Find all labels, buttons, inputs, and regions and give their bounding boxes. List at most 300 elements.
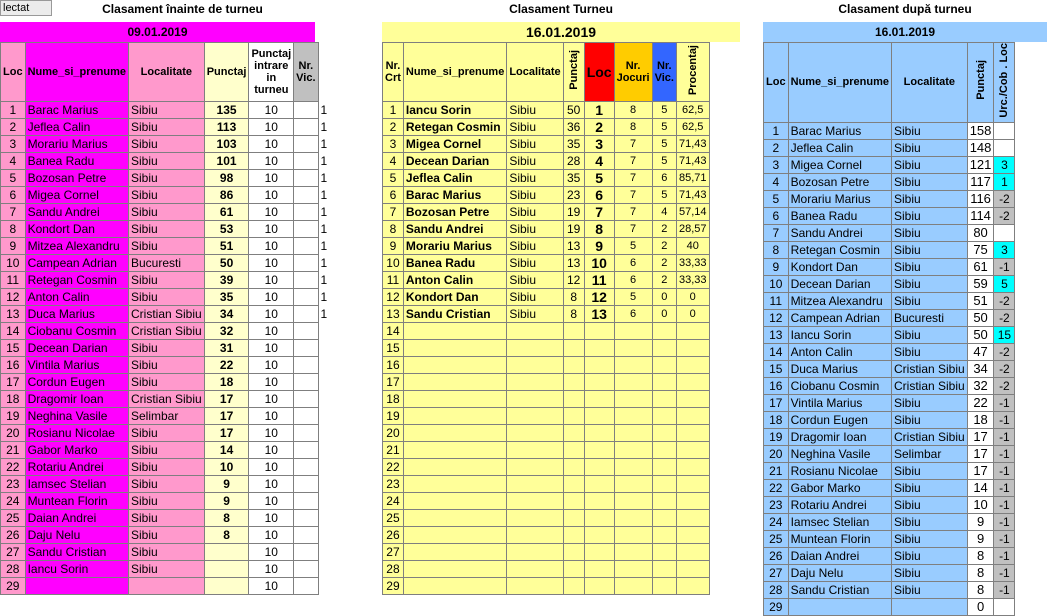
cell-change[interactable]: 3 bbox=[994, 241, 1015, 258]
cell-name[interactable] bbox=[403, 425, 506, 442]
cell-points[interactable] bbox=[563, 357, 584, 374]
cell-name[interactable]: Iancu Sorin bbox=[788, 326, 891, 343]
cell-change[interactable]: -1 bbox=[994, 581, 1015, 598]
cell-games[interactable]: 8 bbox=[614, 119, 652, 136]
cell-wins[interactable]: 6 bbox=[652, 170, 676, 187]
cell-entry[interactable]: 10 bbox=[249, 170, 294, 187]
cell-loc[interactable] bbox=[584, 374, 614, 391]
cell-town[interactable]: Sibiu bbox=[129, 136, 205, 153]
cell-points[interactable]: 114 bbox=[967, 207, 994, 224]
cell-town[interactable]: Sibiu bbox=[129, 170, 205, 187]
cell-pct[interactable]: 71,43 bbox=[676, 187, 709, 204]
cell-points[interactable]: 10 bbox=[204, 459, 249, 476]
cell-wins[interactable] bbox=[294, 187, 318, 204]
cell-points[interactable] bbox=[563, 340, 584, 357]
cell-name[interactable]: Anton Calin bbox=[403, 272, 506, 289]
cell-nr[interactable]: 19 bbox=[383, 408, 404, 425]
cell-pct[interactable] bbox=[676, 442, 709, 459]
cell-games[interactable]: 5 bbox=[614, 238, 652, 255]
cell-points[interactable] bbox=[563, 323, 584, 340]
cell-name[interactable]: Barac Marius bbox=[403, 187, 506, 204]
cell-pct[interactable]: 28,57 bbox=[676, 221, 709, 238]
cell-loc[interactable]: 25 bbox=[764, 530, 789, 547]
cell-change[interactable]: -1 bbox=[994, 462, 1015, 479]
cell-name[interactable]: Barac Marius bbox=[788, 122, 891, 139]
cell-change[interactable]: -2 bbox=[994, 190, 1015, 207]
cell-points[interactable]: 9 bbox=[204, 476, 249, 493]
cell-entry[interactable]: 10 bbox=[249, 476, 294, 493]
cell-change[interactable] bbox=[994, 598, 1015, 615]
cell-loc[interactable] bbox=[584, 578, 614, 595]
cell-entry[interactable]: 10 bbox=[249, 289, 294, 306]
cell-town[interactable]: Sibiu bbox=[129, 357, 205, 374]
cell-loc[interactable]: 1 bbox=[584, 102, 614, 119]
cell-loc[interactable]: 26 bbox=[764, 547, 789, 564]
cell-name[interactable]: Sandu Cristian bbox=[25, 544, 128, 561]
cell-town[interactable]: Cristian Sibiu bbox=[892, 360, 968, 377]
cell-town[interactable] bbox=[507, 374, 563, 391]
cell-loc[interactable]: 15 bbox=[764, 360, 789, 377]
cell-wins[interactable] bbox=[652, 323, 676, 340]
cell-wins[interactable] bbox=[294, 561, 318, 578]
cell-mark[interactable]: 1 bbox=[320, 171, 328, 185]
cell-mark[interactable]: 1 bbox=[320, 154, 328, 168]
cell-wins[interactable] bbox=[294, 238, 318, 255]
cell-mark[interactable] bbox=[318, 323, 330, 340]
cell-nr[interactable]: 3 bbox=[383, 136, 404, 153]
cell-entry[interactable]: 10 bbox=[249, 272, 294, 289]
cell-nr[interactable]: 18 bbox=[383, 391, 404, 408]
cell-loc[interactable]: 10 bbox=[1, 255, 26, 272]
cell-change[interactable]: 15 bbox=[994, 326, 1015, 343]
cell-name[interactable]: Kondort Dan bbox=[403, 289, 506, 306]
cell-pct[interactable]: 71,43 bbox=[676, 136, 709, 153]
cell-games[interactable] bbox=[614, 323, 652, 340]
cell-name[interactable]: Duca Marius bbox=[25, 306, 128, 323]
cell-name[interactable] bbox=[403, 391, 506, 408]
cell-town[interactable] bbox=[507, 323, 563, 340]
cell-wins[interactable] bbox=[294, 442, 318, 459]
cell-name[interactable] bbox=[25, 578, 128, 595]
cell-pct[interactable] bbox=[676, 357, 709, 374]
cell-wins[interactable] bbox=[652, 340, 676, 357]
cell-mark[interactable] bbox=[318, 459, 330, 476]
cell-town[interactable]: Bucuresti bbox=[129, 255, 205, 272]
cell-games[interactable] bbox=[614, 561, 652, 578]
cell-loc[interactable]: 11 bbox=[584, 272, 614, 289]
cell-name[interactable] bbox=[788, 598, 891, 615]
cell-points[interactable]: 18 bbox=[967, 411, 994, 428]
cell-change[interactable]: -1 bbox=[994, 513, 1015, 530]
cell-points[interactable]: 17 bbox=[204, 408, 249, 425]
cell-loc[interactable]: 7 bbox=[1, 204, 26, 221]
cell-change[interactable]: -1 bbox=[994, 530, 1015, 547]
cell-points[interactable]: 39 bbox=[204, 272, 249, 289]
cell-points[interactable]: 17 bbox=[967, 462, 994, 479]
cell-loc[interactable] bbox=[584, 510, 614, 527]
cell-loc[interactable]: 2 bbox=[764, 139, 789, 156]
cell-loc[interactable]: 23 bbox=[764, 496, 789, 513]
cell-pct[interactable]: 33,33 bbox=[676, 255, 709, 272]
cell-name[interactable]: Iamsec Stelian bbox=[25, 476, 128, 493]
cell-change[interactable] bbox=[994, 122, 1015, 139]
cell-name[interactable]: Gabor Marko bbox=[25, 442, 128, 459]
cell-mark[interactable] bbox=[318, 425, 330, 442]
cell-town[interactable]: Sibiu bbox=[892, 190, 968, 207]
cell-wins[interactable] bbox=[652, 527, 676, 544]
cell-points[interactable] bbox=[563, 391, 584, 408]
cell-loc[interactable]: 9 bbox=[764, 258, 789, 275]
cell-loc[interactable]: 23 bbox=[1, 476, 26, 493]
cell-wins[interactable] bbox=[294, 221, 318, 238]
cell-points[interactable]: 61 bbox=[967, 258, 994, 275]
cell-games[interactable] bbox=[614, 391, 652, 408]
cell-points[interactable]: 22 bbox=[204, 357, 249, 374]
cell-loc[interactable]: 29 bbox=[1, 578, 26, 595]
cell-loc[interactable]: 1 bbox=[764, 122, 789, 139]
cell-loc[interactable]: 7 bbox=[584, 204, 614, 221]
cell-nr[interactable]: 12 bbox=[383, 289, 404, 306]
cell-wins[interactable]: 5 bbox=[652, 153, 676, 170]
cell-loc[interactable] bbox=[584, 527, 614, 544]
cell-name[interactable]: Muntean Florin bbox=[25, 493, 128, 510]
cell-mark[interactable] bbox=[318, 391, 330, 408]
cell-town[interactable]: Sibiu bbox=[892, 496, 968, 513]
cell-games[interactable] bbox=[614, 442, 652, 459]
cell-points[interactable] bbox=[563, 442, 584, 459]
cell-points[interactable] bbox=[563, 374, 584, 391]
cell-name[interactable]: Morariu Marius bbox=[403, 238, 506, 255]
cell-town[interactable]: Sibiu bbox=[892, 547, 968, 564]
cell-points[interactable]: 10 bbox=[967, 496, 994, 513]
cell-name[interactable]: Retegan Cosmin bbox=[25, 272, 128, 289]
cell-town[interactable]: Sibiu bbox=[507, 306, 563, 323]
cell-games[interactable] bbox=[614, 578, 652, 595]
cell-town[interactable]: Cristian Sibiu bbox=[129, 323, 205, 340]
cell-mark[interactable]: 1 bbox=[320, 222, 328, 236]
cell-town[interactable]: Sibiu bbox=[129, 289, 205, 306]
cell-pct[interactable]: 85,71 bbox=[676, 170, 709, 187]
cell-wins[interactable]: 5 bbox=[652, 136, 676, 153]
cell-name[interactable]: Dragomir Ioan bbox=[788, 428, 891, 445]
cell-town[interactable]: Sibiu bbox=[507, 102, 563, 119]
cell-loc[interactable]: 20 bbox=[764, 445, 789, 462]
cell-loc[interactable]: 5 bbox=[584, 170, 614, 187]
cell-loc[interactable]: 21 bbox=[764, 462, 789, 479]
cell-loc[interactable]: 13 bbox=[764, 326, 789, 343]
cell-town[interactable]: Sibiu bbox=[507, 221, 563, 238]
cell-points[interactable]: 17 bbox=[967, 428, 994, 445]
cell-nr[interactable]: 21 bbox=[383, 442, 404, 459]
cell-points[interactable]: 32 bbox=[204, 323, 249, 340]
cell-loc[interactable]: 11 bbox=[764, 292, 789, 309]
cell-name[interactable]: Vintila Marius bbox=[25, 357, 128, 374]
cell-points[interactable]: 101 bbox=[204, 153, 249, 170]
cell-town[interactable]: Sibiu bbox=[129, 221, 205, 238]
cell-loc[interactable]: 19 bbox=[1, 408, 26, 425]
cell-entry[interactable]: 10 bbox=[249, 204, 294, 221]
cell-mark[interactable] bbox=[318, 578, 330, 595]
cell-loc[interactable] bbox=[584, 408, 614, 425]
cell-town[interactable]: Cristian Sibiu bbox=[129, 306, 205, 323]
cell-loc[interactable]: 8 bbox=[1, 221, 26, 238]
cell-loc[interactable] bbox=[584, 493, 614, 510]
cell-name[interactable]: Cordun Eugen bbox=[788, 411, 891, 428]
cell-name[interactable] bbox=[403, 442, 506, 459]
cell-nr[interactable]: 25 bbox=[383, 510, 404, 527]
cell-loc[interactable] bbox=[584, 425, 614, 442]
cell-loc[interactable]: 10 bbox=[764, 275, 789, 292]
cell-change[interactable]: 1 bbox=[994, 173, 1015, 190]
cell-change[interactable]: -2 bbox=[994, 292, 1015, 309]
cell-pct[interactable] bbox=[676, 527, 709, 544]
cell-points[interactable] bbox=[563, 493, 584, 510]
cell-nr[interactable]: 13 bbox=[383, 306, 404, 323]
cell-name[interactable]: Morariu Marius bbox=[788, 190, 891, 207]
cell-points[interactable]: 8 bbox=[204, 510, 249, 527]
cell-loc[interactable]: 4 bbox=[1, 153, 26, 170]
cell-loc[interactable]: 6 bbox=[764, 207, 789, 224]
cell-points[interactable]: 47 bbox=[967, 343, 994, 360]
cell-loc[interactable]: 22 bbox=[1, 459, 26, 476]
cell-name[interactable]: Iamsec Stelian bbox=[788, 513, 891, 530]
cell-nr[interactable]: 6 bbox=[383, 187, 404, 204]
cell-town[interactable]: Sibiu bbox=[129, 493, 205, 510]
cell-wins[interactable] bbox=[652, 578, 676, 595]
cell-name[interactable]: Decean Darian bbox=[25, 340, 128, 357]
cell-nr[interactable]: 27 bbox=[383, 544, 404, 561]
cell-town[interactable]: Sibiu bbox=[129, 102, 205, 119]
cell-loc[interactable]: 12 bbox=[584, 289, 614, 306]
cell-mark[interactable] bbox=[318, 408, 330, 425]
cell-town[interactable]: Sibiu bbox=[892, 241, 968, 258]
cell-points[interactable]: 53 bbox=[204, 221, 249, 238]
cell-games[interactable] bbox=[614, 374, 652, 391]
cell-points[interactable]: 50 bbox=[204, 255, 249, 272]
cell-town[interactable] bbox=[507, 442, 563, 459]
cell-points[interactable] bbox=[563, 408, 584, 425]
cell-loc[interactable]: 1 bbox=[1, 102, 26, 119]
cell-loc[interactable] bbox=[584, 357, 614, 374]
cell-loc[interactable] bbox=[584, 442, 614, 459]
cell-points[interactable]: 19 bbox=[563, 204, 584, 221]
cell-games[interactable]: 7 bbox=[614, 204, 652, 221]
cell-nr[interactable]: 22 bbox=[383, 459, 404, 476]
cell-town[interactable]: Sibiu bbox=[892, 122, 968, 139]
cell-change[interactable]: -1 bbox=[994, 428, 1015, 445]
cell-name[interactable] bbox=[403, 374, 506, 391]
cell-wins[interactable] bbox=[294, 425, 318, 442]
cell-town[interactable] bbox=[507, 340, 563, 357]
cell-points[interactable]: 19 bbox=[563, 221, 584, 238]
cell-name[interactable]: Migea Cornel bbox=[788, 156, 891, 173]
cell-wins[interactable] bbox=[294, 204, 318, 221]
cell-games[interactable]: 7 bbox=[614, 153, 652, 170]
cell-pct[interactable]: 62,5 bbox=[676, 102, 709, 119]
cell-name[interactable]: Rosianu Nicolae bbox=[25, 425, 128, 442]
cell-wins[interactable] bbox=[294, 476, 318, 493]
cell-name[interactable] bbox=[403, 357, 506, 374]
cell-nr[interactable]: 14 bbox=[383, 323, 404, 340]
cell-name[interactable]: Vintila Marius bbox=[788, 394, 891, 411]
cell-name[interactable]: Neghina Vasile bbox=[788, 445, 891, 462]
cell-name[interactable]: Anton Calin bbox=[25, 289, 128, 306]
cell-town[interactable]: Sibiu bbox=[129, 187, 205, 204]
cell-points[interactable]: 9 bbox=[967, 513, 994, 530]
cell-points[interactable]: 50 bbox=[967, 326, 994, 343]
cell-pct[interactable] bbox=[676, 374, 709, 391]
cell-points[interactable]: 22 bbox=[967, 394, 994, 411]
cell-mark[interactable] bbox=[318, 374, 330, 391]
cell-loc[interactable]: 18 bbox=[1, 391, 26, 408]
cell-loc[interactable] bbox=[584, 323, 614, 340]
cell-loc[interactable]: 17 bbox=[1, 374, 26, 391]
cell-loc[interactable]: 10 bbox=[584, 255, 614, 272]
cell-wins[interactable] bbox=[294, 170, 318, 187]
cell-name[interactable]: Kondort Dan bbox=[788, 258, 891, 275]
cell-wins[interactable]: 2 bbox=[652, 255, 676, 272]
cell-name[interactable]: Campean Adrian bbox=[788, 309, 891, 326]
cell-town[interactable] bbox=[507, 527, 563, 544]
cell-name[interactable]: Sandu Cristian bbox=[788, 581, 891, 598]
cell-entry[interactable]: 10 bbox=[249, 306, 294, 323]
cell-wins[interactable] bbox=[294, 527, 318, 544]
cell-entry[interactable]: 10 bbox=[249, 340, 294, 357]
cell-town[interactable]: Sibiu bbox=[507, 153, 563, 170]
cell-entry[interactable]: 10 bbox=[249, 221, 294, 238]
toolbar-button[interactable]: lectat bbox=[0, 0, 52, 16]
cell-pct[interactable]: 40 bbox=[676, 238, 709, 255]
cell-games[interactable] bbox=[614, 340, 652, 357]
cell-town[interactable] bbox=[507, 544, 563, 561]
cell-points[interactable] bbox=[563, 510, 584, 527]
cell-games[interactable]: 6 bbox=[614, 306, 652, 323]
cell-entry[interactable]: 10 bbox=[249, 408, 294, 425]
cell-loc[interactable]: 28 bbox=[1, 561, 26, 578]
cell-loc[interactable]: 3 bbox=[764, 156, 789, 173]
cell-name[interactable]: Ciobanu Cosmin bbox=[788, 377, 891, 394]
cell-points[interactable] bbox=[563, 561, 584, 578]
cell-points[interactable]: 51 bbox=[967, 292, 994, 309]
cell-entry[interactable]: 10 bbox=[249, 561, 294, 578]
cell-loc[interactable]: 29 bbox=[764, 598, 789, 615]
cell-points[interactable]: 50 bbox=[967, 309, 994, 326]
cell-town[interactable]: Sibiu bbox=[507, 170, 563, 187]
cell-town[interactable]: Sibiu bbox=[129, 204, 205, 221]
cell-town[interactable]: Sibiu bbox=[129, 476, 205, 493]
cell-town[interactable]: Sibiu bbox=[892, 564, 968, 581]
cell-nr[interactable]: 8 bbox=[383, 221, 404, 238]
cell-wins[interactable] bbox=[652, 357, 676, 374]
cell-pct[interactable]: 57,14 bbox=[676, 204, 709, 221]
cell-name[interactable]: Migea Cornel bbox=[25, 187, 128, 204]
cell-wins[interactable]: 2 bbox=[652, 238, 676, 255]
cell-mark[interactable]: 1 bbox=[320, 256, 328, 270]
cell-name[interactable]: Sandu Andrei bbox=[25, 204, 128, 221]
cell-loc[interactable]: 14 bbox=[764, 343, 789, 360]
cell-change[interactable]: -1 bbox=[994, 479, 1015, 496]
cell-name[interactable]: Iancu Sorin bbox=[403, 102, 506, 119]
cell-town[interactable]: Sibiu bbox=[892, 224, 968, 241]
cell-wins[interactable] bbox=[294, 323, 318, 340]
cell-points[interactable]: 9 bbox=[967, 530, 994, 547]
cell-loc[interactable]: 25 bbox=[1, 510, 26, 527]
cell-nr[interactable]: 2 bbox=[383, 119, 404, 136]
cell-town[interactable] bbox=[507, 493, 563, 510]
cell-name[interactable] bbox=[403, 340, 506, 357]
cell-loc[interactable] bbox=[584, 459, 614, 476]
cell-town[interactable]: Sibiu bbox=[892, 275, 968, 292]
cell-name[interactable]: Cordun Eugen bbox=[25, 374, 128, 391]
cell-town[interactable]: Sibiu bbox=[129, 459, 205, 476]
cell-name[interactable]: Muntean Florin bbox=[788, 530, 891, 547]
cell-entry[interactable]: 10 bbox=[249, 527, 294, 544]
cell-loc[interactable]: 28 bbox=[764, 581, 789, 598]
cell-pct[interactable] bbox=[676, 476, 709, 493]
cell-points[interactable]: 61 bbox=[204, 204, 249, 221]
cell-change[interactable]: 5 bbox=[994, 275, 1015, 292]
cell-name[interactable] bbox=[403, 510, 506, 527]
cell-games[interactable]: 7 bbox=[614, 187, 652, 204]
cell-wins[interactable] bbox=[652, 425, 676, 442]
cell-points[interactable] bbox=[563, 459, 584, 476]
cell-town[interactable]: Sibiu bbox=[892, 326, 968, 343]
cell-wins[interactable] bbox=[294, 136, 318, 153]
cell-loc[interactable]: 12 bbox=[764, 309, 789, 326]
cell-entry[interactable]: 10 bbox=[249, 510, 294, 527]
cell-points[interactable]: 17 bbox=[204, 425, 249, 442]
cell-name[interactable]: Anton Calin bbox=[788, 343, 891, 360]
cell-mark[interactable]: 1 bbox=[320, 120, 328, 134]
cell-wins[interactable] bbox=[652, 408, 676, 425]
cell-wins[interactable]: 0 bbox=[652, 306, 676, 323]
cell-pct[interactable] bbox=[676, 340, 709, 357]
cell-town[interactable]: Sibiu bbox=[892, 292, 968, 309]
cell-nr[interactable]: 15 bbox=[383, 340, 404, 357]
cell-points[interactable]: 35 bbox=[204, 289, 249, 306]
cell-town[interactable]: Sibiu bbox=[892, 173, 968, 190]
cell-wins[interactable] bbox=[652, 544, 676, 561]
cell-wins[interactable] bbox=[294, 357, 318, 374]
cell-loc[interactable]: 4 bbox=[584, 153, 614, 170]
cell-games[interactable] bbox=[614, 544, 652, 561]
cell-change[interactable]: -2 bbox=[994, 309, 1015, 326]
cell-wins[interactable] bbox=[294, 306, 318, 323]
cell-nr[interactable]: 17 bbox=[383, 374, 404, 391]
cell-points[interactable]: 117 bbox=[967, 173, 994, 190]
cell-loc[interactable]: 5 bbox=[764, 190, 789, 207]
cell-wins[interactable] bbox=[294, 578, 318, 595]
cell-name[interactable]: Banea Radu bbox=[403, 255, 506, 272]
cell-town[interactable]: Sibiu bbox=[129, 442, 205, 459]
cell-mark[interactable]: 1 bbox=[320, 307, 328, 321]
cell-loc[interactable] bbox=[584, 544, 614, 561]
cell-change[interactable]: -2 bbox=[994, 343, 1015, 360]
cell-name[interactable]: Rosianu Nicolae bbox=[788, 462, 891, 479]
cell-loc[interactable]: 8 bbox=[764, 241, 789, 258]
cell-change[interactable]: -1 bbox=[994, 496, 1015, 513]
cell-name[interactable]: Mitzea Alexandru bbox=[25, 238, 128, 255]
cell-town[interactable]: Sibiu bbox=[507, 187, 563, 204]
cell-pct[interactable] bbox=[676, 408, 709, 425]
cell-wins[interactable] bbox=[294, 510, 318, 527]
cell-loc[interactable]: 22 bbox=[764, 479, 789, 496]
cell-pct[interactable]: 71,43 bbox=[676, 153, 709, 170]
cell-points[interactable]: 35 bbox=[563, 136, 584, 153]
cell-town[interactable]: Sibiu bbox=[129, 374, 205, 391]
cell-games[interactable] bbox=[614, 476, 652, 493]
cell-loc[interactable]: 17 bbox=[764, 394, 789, 411]
